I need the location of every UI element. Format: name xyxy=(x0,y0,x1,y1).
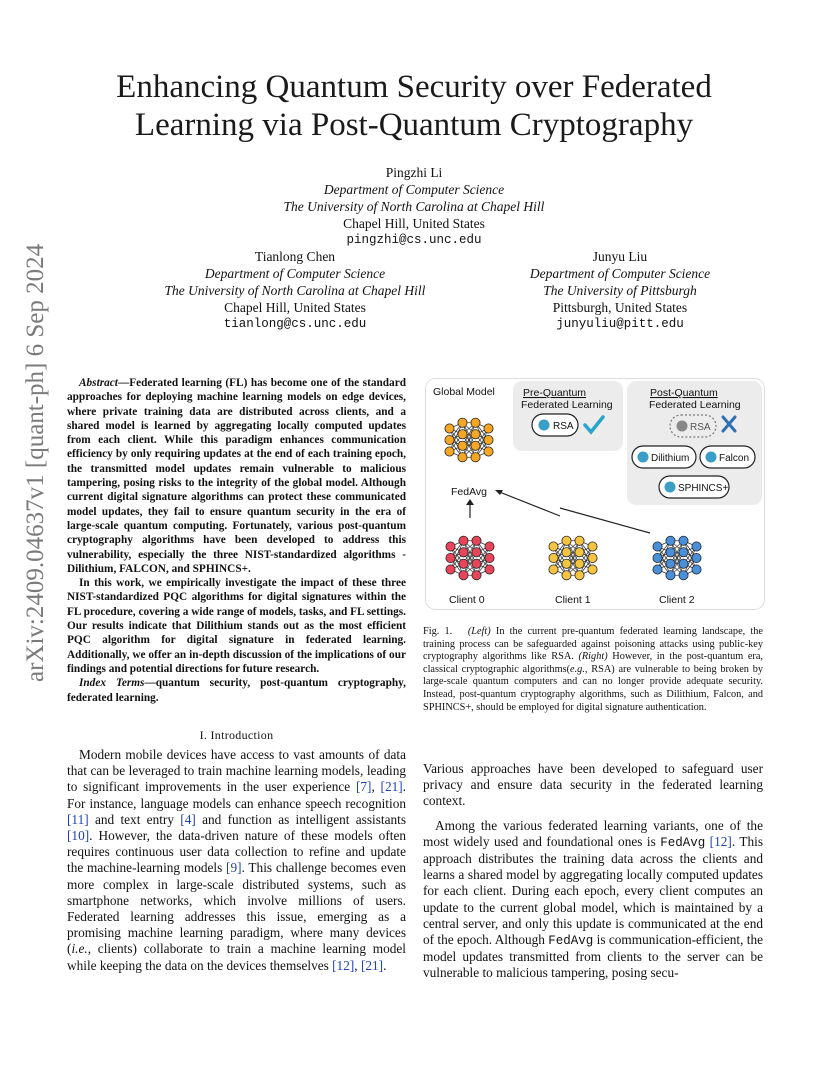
citation-link[interactable]: [9] xyxy=(226,860,242,876)
falcon-badge xyxy=(700,446,755,468)
intro-right-column xyxy=(423,761,763,982)
dilithium-badge xyxy=(632,446,696,468)
author-location: Pittsburgh, United States xyxy=(552,300,688,315)
citation-link[interactable]: [21] xyxy=(380,779,403,795)
arxiv-identifier: arXiv:2409.04637v1 [quant-ph] 6 Sep 2024 xyxy=(22,243,49,682)
index-terms: Index Terms—quantum security, post-quantum cryptography, federated learning. xyxy=(67,677,406,704)
rsa-badge-pre xyxy=(532,414,578,436)
client-1-label: Client 1 xyxy=(555,594,591,606)
paper-title xyxy=(60,68,768,144)
author-location: Chapel Hill, United States xyxy=(343,216,485,231)
title-line-2: Learning via Post-Quantum Cryptography xyxy=(134,107,694,143)
author-name: Junyu Liu xyxy=(592,249,648,264)
intro-paragraph: Various approaches have been developed to safeguard user privacy and ensure data security in the federated learning context. xyxy=(423,761,763,809)
author-uni: The University of Pittsburgh xyxy=(543,283,697,298)
citation-link[interactable]: [12] xyxy=(709,833,732,849)
intro-paragraph: Among the various federated learning variants, one of the most widely used and foundational ones is FedAvg [12]. This approach distributes the training data across the clients and learns a shared model by aggregating locally computed updates for each client. During each epoch, every client computes an update to the current global model, which is maintained by a central server, and only this update is communicated at the end of the epoch. Although FedAvg is communication-efficient, the model updates transmitted from clients to the server can be vulnerable to malicious tampering, posing secu- xyxy=(423,817,763,981)
pre-quantum-title: Pre-Quantum xyxy=(523,387,587,399)
abstract xyxy=(67,376,406,705)
citation-link[interactable]: [12] xyxy=(332,957,355,973)
global-model-label: Global Model xyxy=(433,386,495,398)
intro-left-column xyxy=(67,747,406,974)
citation-link[interactable]: [21] xyxy=(360,957,384,973)
code-term: FedAvg xyxy=(660,835,706,850)
author-dept: Department of Computer Science xyxy=(204,266,386,281)
author-dept: Department of Computer Science xyxy=(529,266,711,281)
section-heading: I. Introduction xyxy=(199,728,274,742)
citation-link[interactable]: [10] xyxy=(67,828,90,844)
svg-text:RSA: RSA xyxy=(553,421,574,432)
intro-paragraph: Modern mobile devices have access to vast amounts of data that can be leveraged to train machine learning models, leading to significant improvements in the user experience [7], [21]. For instance, language models can enhance speech recognition [11] and text entry [4] and function as intelligent assistants [10]. However, the data-driven nature of these models often requires continuous user data collection to refine and update the machine-learning models [9]. This challenge becomes even more complex in large-scale distributed systems, such as smartphone networks, which involve millions of users. Federated learning addresses this issue, emerging as a promising machine learning paradigm, where many devices (i.e., clients) collaborate to train a machine learning model while keeping the data on the devices themselves [12], [21]. xyxy=(67,747,406,973)
citation-link[interactable]: [7] xyxy=(355,779,372,795)
figure-caption: Fig. 1. (Left) In the current pre-quantum federated learning landscape, the training process can be safeguarded against poisoning attacks using public-key cryptography algorithms like RSA. (Right) However, in the post-quantum era, classical cryptographic algorithms(e.g., RSA) are vulnerable to being broken by large-scale quantum computers and can no longer provide adequate security. Instead, post-quantum cryptography algorithms, such as Dilithium, Falcon, and SPHINCS+, should be employed for digital signature authentication. xyxy=(423,626,763,713)
author-dept: Department of Computer Science xyxy=(323,182,505,197)
svg-text:Dilithium: Dilithium xyxy=(651,453,690,464)
federated-learning-diagram xyxy=(425,378,765,610)
client-2-label: Client 2 xyxy=(659,594,695,606)
author-uni: The University of North Carolina at Chapel Hill xyxy=(283,199,545,214)
abstract-paragraph-1: Abstract—Federated learning (FL) has become one of the standard approaches for deploying machine learning models on edge devices, where private training data are distributed across clients, and a shared model is learned by aggregating locally computed updates from each client. While this paradigm enhances communication efficiency by only requiring updates at the end of each training epoch, the transmitted model updates remain vulnerable to malicious tampering, posing risks to the integrity of the global model. Although current digital signature algorithms can protect these communicated model updates, they fail to ensure quantum security in the era of large-scale quantum computing. Fortunately, various post-quantum cryptography algorithms have been developed to address this vulnerability, especially the three NIST-standardized algorithms - Dilithium, FALCON, and SPHINCS+. xyxy=(67,377,406,575)
author-uni: The University of North Carolina at Chapel Hill xyxy=(164,283,426,298)
author-name: Pingzhi Li xyxy=(385,165,443,180)
sphincs-badge xyxy=(659,476,729,498)
client-0-label: Client 0 xyxy=(449,594,485,606)
svg-text:Falcon: Falcon xyxy=(719,453,750,464)
svg-text:SPHINCS+: SPHINCS+ xyxy=(678,483,729,494)
author-block-2 xyxy=(100,248,490,333)
title-line-1: Enhancing Quantum Security over Federated xyxy=(116,69,712,105)
author-email[interactable]: junyuliu@pitt.edu xyxy=(556,317,684,331)
author-email[interactable]: pingzhi@cs.unc.edu xyxy=(346,233,482,247)
pre-quantum-subtitle: Federated Learning xyxy=(521,399,613,411)
citation-link[interactable]: [11] xyxy=(67,811,89,827)
citation-link[interactable]: [4] xyxy=(180,811,196,827)
svg-text:RSA: RSA xyxy=(690,422,711,433)
abstract-label: Abstract xyxy=(79,377,118,389)
post-quantum-title: Post-Quantum xyxy=(650,387,718,399)
abstract-paragraph-2: In this work, we empirically investigate the impact of these three NIST-standardized PQC algorithms for digital signatures within the FL procedure, covering a wide range of models, tasks, and FL settings. Our results indicate that Dilithium stands out as the most efficient PQC algorithm for digital signature in federated learning. Additionally, we offer an in-depth discussion of the implications of our findings and potential directions for future research. xyxy=(67,577,406,675)
figure-1 xyxy=(425,378,765,610)
fedavg-label: FedAvg xyxy=(451,486,487,498)
author-email[interactable]: tianlong@cs.unc.edu xyxy=(223,317,367,331)
author-name: Tianlong Chen xyxy=(254,249,336,264)
author-block-1 xyxy=(214,164,614,249)
post-quantum-subtitle: Federated Learning xyxy=(649,399,741,411)
author-block-3 xyxy=(440,248,800,333)
author-location: Chapel Hill, United States xyxy=(224,300,366,315)
code-term: FedAvg xyxy=(548,934,594,949)
